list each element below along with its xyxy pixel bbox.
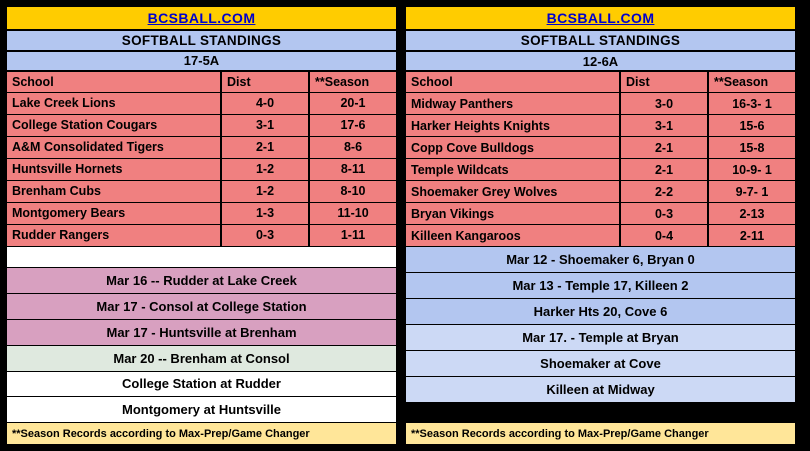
team-season: 2-13 <box>708 203 796 225</box>
team-name: Montgomery Bears <box>6 203 221 225</box>
table-row <box>405 93 796 115</box>
schedule-note-label: Mar 17. - Temple at Bryan <box>522 330 679 345</box>
footnote-left-label: **Season Records according to Max-Prep/Game Changer <box>12 427 310 440</box>
standings-table-right <box>405 71 796 247</box>
schedule-note-label: Mar 17 - Huntsville at Brenham <box>106 324 297 340</box>
schedule-note <box>6 346 397 372</box>
schedule-note <box>405 377 796 403</box>
header-season-left: **Season <box>309 71 397 93</box>
team-name: Huntsville Hornets <box>6 159 221 181</box>
header-dist-left: Dist <box>221 71 309 93</box>
team-name: College Station Cougars <box>6 115 221 137</box>
header-season-right: **Season <box>708 71 796 93</box>
panel-spacer-right <box>405 403 796 423</box>
team-name: Temple Wildcats <box>405 159 620 181</box>
team-name: Rudder Rangers <box>6 225 221 247</box>
panel-title-left <box>6 30 397 51</box>
team-dist: 2-1 <box>620 159 708 181</box>
table-row <box>405 203 796 225</box>
schedule-note <box>405 325 796 351</box>
team-season: 8-6 <box>309 137 397 159</box>
footnote-right <box>405 423 796 445</box>
schedule-note <box>405 247 796 273</box>
panel-17-5a <box>6 6 397 445</box>
schedule-note-label: Montgomery at Huntsville <box>122 402 281 418</box>
panel-subtitle-right-label: 12-6A <box>582 53 619 69</box>
table-row <box>6 137 397 159</box>
team-dist: 0-3 <box>620 203 708 225</box>
schedule-note <box>6 268 397 294</box>
panel-12-6a <box>405 6 796 445</box>
site-banner-right-label: BCSBALL.COM <box>546 10 655 26</box>
team-dist: 3-0 <box>620 93 708 115</box>
team-season: 1-11 <box>309 225 397 247</box>
table-row <box>405 159 796 181</box>
table-row <box>6 115 397 137</box>
table-row <box>6 181 397 203</box>
team-season: 15-6 <box>708 115 796 137</box>
team-dist: 2-1 <box>221 137 309 159</box>
site-banner-left[interactable] <box>6 6 397 30</box>
footnote-left <box>6 423 397 445</box>
header-dist-right: Dist <box>620 71 708 93</box>
table-row <box>405 137 796 159</box>
team-name: Copp Cove Bulldogs <box>405 137 620 159</box>
schedule-note <box>405 299 796 325</box>
schedule-note <box>6 320 397 346</box>
schedule-note <box>405 273 796 299</box>
team-dist: 0-4 <box>620 225 708 247</box>
panel-subtitle-left <box>6 51 397 71</box>
team-dist: 2-2 <box>620 181 708 203</box>
team-season: 8-10 <box>309 181 397 203</box>
team-season: 2-11 <box>708 225 796 247</box>
schedule-note <box>6 397 397 423</box>
footnote-right-label: **Season Records according to Max-Prep/Game Changer <box>411 427 709 440</box>
table-row <box>6 159 397 181</box>
team-season: 16-3- 1 <box>708 93 796 115</box>
schedule-note <box>6 372 397 398</box>
site-banner-left-label: BCSBALL.COM <box>147 9 256 26</box>
schedule-note-label: Mar 12 - Shoemaker 6, Bryan 0 <box>506 252 695 267</box>
schedule-note-label: Mar 13 - Temple 17, Killeen 2 <box>512 278 689 293</box>
team-season: 15-8 <box>708 137 796 159</box>
team-dist: 3-1 <box>620 115 708 137</box>
team-name: Brenham Cubs <box>6 181 221 203</box>
team-name: Shoemaker Grey Wolves <box>405 181 620 203</box>
header-school-left: School <box>6 71 221 93</box>
team-dist: 1-2 <box>221 181 309 203</box>
team-season: 8-11 <box>309 159 397 181</box>
table-header-row-right <box>405 71 796 93</box>
schedule-note-label: Mar 16 -- Rudder at Lake Creek <box>106 273 297 289</box>
team-name: Bryan Vikings <box>405 203 620 225</box>
table-header-row-left <box>6 71 397 93</box>
schedule-note <box>405 351 796 377</box>
team-dist: 3-1 <box>221 115 309 137</box>
standings-table-left <box>6 71 397 247</box>
table-row <box>405 181 796 203</box>
team-name: Killeen Kangaroos <box>405 225 620 247</box>
table-row <box>405 225 796 247</box>
team-dist: 2-1 <box>620 137 708 159</box>
team-name: A&M Consolidated Tigers <box>6 137 221 159</box>
team-season: 17-6 <box>309 115 397 137</box>
schedule-note-label: Killeen at Midway <box>546 382 655 397</box>
table-row <box>405 115 796 137</box>
panel-title-right-label: SOFTBALL STANDINGS <box>520 33 681 48</box>
panel-subtitle-right <box>405 51 796 71</box>
table-row <box>6 203 397 225</box>
table-row <box>6 225 397 247</box>
table-row <box>6 93 397 115</box>
panel-title-right <box>405 30 796 51</box>
team-name: Midway Panthers <box>405 93 620 115</box>
team-dist: 0-3 <box>221 225 309 247</box>
team-name: Harker Heights Knights <box>405 115 620 137</box>
schedule-note-label: Mar 17 - Consol at College Station <box>96 299 307 315</box>
schedule-note-label: College Station at Rudder <box>122 376 281 392</box>
site-banner-right[interactable] <box>405 6 796 30</box>
spacer-row-left <box>6 247 397 269</box>
panel-subtitle-left-label: 17-5A <box>183 53 220 69</box>
team-name: Lake Creek Lions <box>6 93 221 115</box>
header-school-right: School <box>405 71 620 93</box>
team-dist: 4-0 <box>221 93 309 115</box>
team-season: 9-7- 1 <box>708 181 796 203</box>
schedule-note <box>6 294 397 320</box>
schedule-note-label: Mar 20 -- Brenham at Consol <box>113 350 290 366</box>
team-dist: 1-3 <box>221 203 309 225</box>
schedule-note-label: Shoemaker at Cove <box>540 356 661 371</box>
panel-title-left-label: SOFTBALL STANDINGS <box>121 32 282 48</box>
schedule-note-label: Harker Hts 20, Cove 6 <box>533 304 668 319</box>
team-season: 20-1 <box>309 93 397 115</box>
team-season: 10-9- 1 <box>708 159 796 181</box>
team-season: 11-10 <box>309 203 397 225</box>
team-dist: 1-2 <box>221 159 309 181</box>
